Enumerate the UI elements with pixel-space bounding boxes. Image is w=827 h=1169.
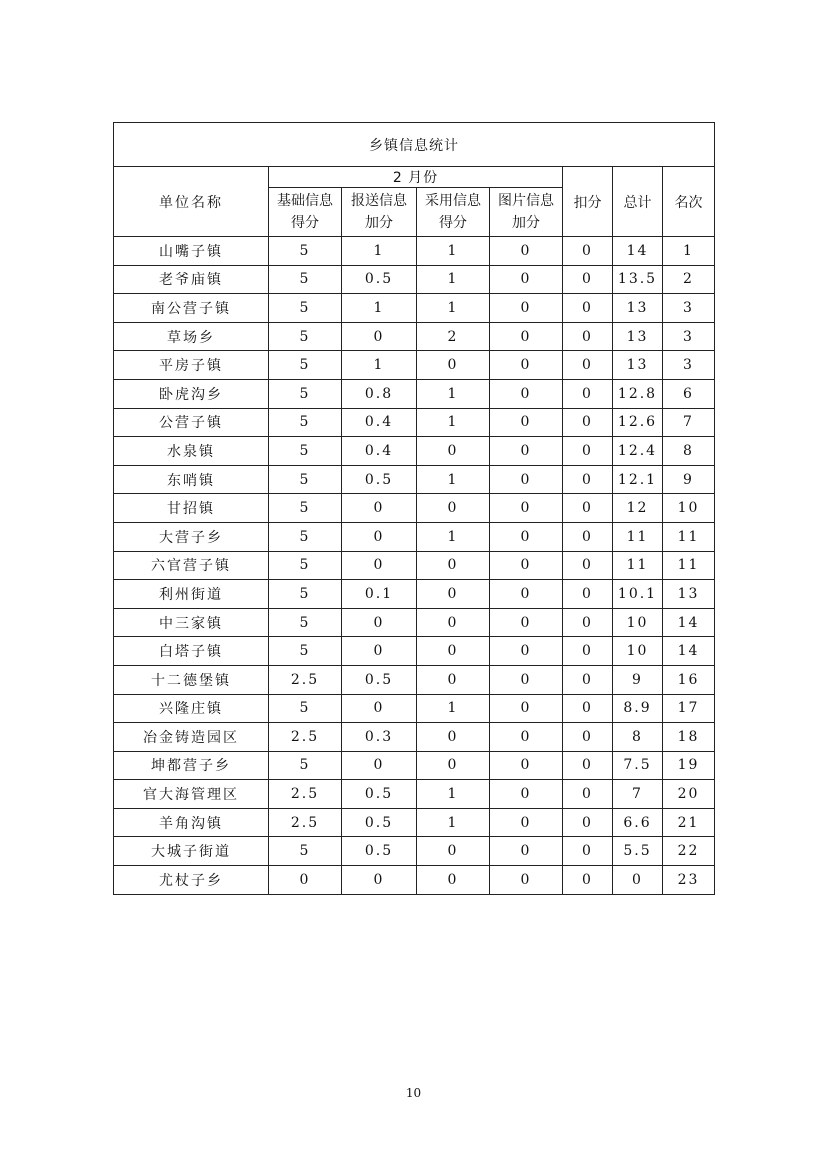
total-cell: 12.8 [613, 379, 663, 408]
adopt-info-cell: 1 [417, 522, 490, 551]
report-info-cell: 1 [342, 237, 417, 266]
rank-cell: 16 [663, 665, 715, 694]
deduct-cell: 0 [563, 780, 613, 809]
rank-cell: 3 [663, 351, 715, 380]
rank-cell: 3 [663, 294, 715, 323]
adopt-info-cell: 1 [417, 265, 490, 294]
deduct-cell: 0 [563, 408, 613, 437]
report-info-cell: 0.5 [342, 265, 417, 294]
table-row [114, 608, 715, 637]
image-info-cell: 0 [490, 808, 563, 837]
base-info-cell: 5 [269, 551, 342, 580]
image-info-cell: 0 [490, 580, 563, 609]
report-info-cell: 0.4 [342, 408, 417, 437]
adopt-info-cell: 1 [417, 808, 490, 837]
adopt-info-cell: 0 [417, 351, 490, 380]
unit-name-cell: 白塔子镇 [114, 637, 269, 666]
table-row [114, 237, 715, 266]
deduct-cell: 0 [563, 751, 613, 780]
base-info-cell: 5 [269, 465, 342, 494]
unit-name-cell: 水泉镇 [114, 437, 269, 466]
report-info-cell: 0.5 [342, 780, 417, 809]
unit-name-cell: 平房子镇 [114, 351, 269, 380]
image-info-cell: 0 [490, 723, 563, 752]
unit-name-cell: 冶金铸造园区 [114, 723, 269, 752]
unit-name-cell: 利州街道 [114, 580, 269, 609]
image-info-cell: 0 [490, 522, 563, 551]
image-info-cell: 0 [490, 351, 563, 380]
unit-name-cell: 羊角沟镇 [114, 808, 269, 837]
unit-name-cell: 兴隆庄镇 [114, 694, 269, 723]
deduct-header: 扣分 [563, 167, 613, 237]
rank-cell: 21 [663, 808, 715, 837]
image-info-cell: 0 [490, 608, 563, 637]
total-cell: 8.9 [613, 694, 663, 723]
total-cell: 7 [613, 780, 663, 809]
report-info-cell: 1 [342, 294, 417, 323]
base-info-cell: 2.5 [269, 780, 342, 809]
report-info-cell: 0 [342, 866, 417, 895]
total-cell: 12.6 [613, 408, 663, 437]
deduct-cell: 0 [563, 265, 613, 294]
image-info-cell: 0 [490, 551, 563, 580]
base-info-cell: 5 [269, 694, 342, 723]
adopt-info-cell: 0 [417, 437, 490, 466]
adopt-info-cell: 1 [417, 465, 490, 494]
deduct-cell: 0 [563, 522, 613, 551]
base-info-cell: 5 [269, 494, 342, 523]
deduct-cell: 0 [563, 322, 613, 351]
adopt-info-header-line2: 得分 [439, 215, 467, 231]
report-info-cell: 0.8 [342, 379, 417, 408]
table-row [114, 522, 715, 551]
rank-cell: 11 [663, 522, 715, 551]
base-info-cell: 5 [269, 751, 342, 780]
image-info-cell: 0 [490, 665, 563, 694]
image-info-cell: 0 [490, 437, 563, 466]
total-cell: 13.5 [613, 265, 663, 294]
table-row [114, 379, 715, 408]
total-cell: 8 [613, 723, 663, 752]
adopt-info-cell: 0 [417, 837, 490, 866]
adopt-info-cell: 0 [417, 637, 490, 666]
table-row [114, 551, 715, 580]
total-cell: 13 [613, 351, 663, 380]
rank-cell: 7 [663, 408, 715, 437]
image-info-header-line2: 加分 [512, 215, 540, 231]
table-row [114, 723, 715, 752]
deduct-cell: 0 [563, 808, 613, 837]
rank-cell: 9 [663, 465, 715, 494]
adopt-info-cell: 2 [417, 322, 490, 351]
deduct-cell: 0 [563, 237, 613, 266]
adopt-info-header-line1: 采用信息 [425, 193, 481, 209]
base-info-cell: 5 [269, 237, 342, 266]
base-info-cell: 2.5 [269, 808, 342, 837]
report-info-cell: 0.4 [342, 437, 417, 466]
adopt-info-cell: 0 [417, 723, 490, 752]
table-row [114, 637, 715, 666]
report-info-cell: 0.5 [342, 465, 417, 494]
deduct-cell: 0 [563, 351, 613, 380]
table-row [114, 322, 715, 351]
image-info-header-line1: 图片信息 [498, 193, 554, 209]
table-row [114, 694, 715, 723]
adopt-info-cell: 0 [417, 494, 490, 523]
table-row [114, 465, 715, 494]
unit-name-cell: 中三家镇 [114, 608, 269, 637]
adopt-info-cell: 0 [417, 751, 490, 780]
unit-name-cell: 十二德堡镇 [114, 665, 269, 694]
base-info-cell: 5 [269, 580, 342, 609]
report-info-cell: 0 [342, 751, 417, 780]
base-info-cell: 5 [269, 408, 342, 437]
rank-cell: 2 [663, 265, 715, 294]
rank-cell: 22 [663, 837, 715, 866]
deduct-cell: 0 [563, 694, 613, 723]
base-info-header-line2: 得分 [291, 215, 319, 231]
deduct-cell: 0 [563, 608, 613, 637]
image-info-cell: 0 [490, 866, 563, 895]
image-info-cell: 0 [490, 408, 563, 437]
table-row [114, 808, 715, 837]
report-info-header-line1: 报送信息 [351, 193, 407, 209]
unit-name-cell: 草场乡 [114, 322, 269, 351]
rank-cell: 18 [663, 723, 715, 752]
unit-name-cell: 卧虎沟乡 [114, 379, 269, 408]
page-number: 10 [405, 1086, 422, 1100]
table-row [114, 751, 715, 780]
table-row [114, 837, 715, 866]
adopt-info-header [417, 188, 490, 237]
rank-cell: 13 [663, 580, 715, 609]
unit-name-cell: 官大海管理区 [114, 780, 269, 809]
rank-cell: 19 [663, 751, 715, 780]
image-info-header [490, 188, 563, 237]
rank-cell: 14 [663, 608, 715, 637]
adopt-info-cell: 0 [417, 608, 490, 637]
adopt-info-cell: 1 [417, 237, 490, 266]
total-cell: 0 [613, 866, 663, 895]
adopt-info-cell: 0 [417, 580, 490, 609]
deduct-cell: 0 [563, 637, 613, 666]
table-row [114, 351, 715, 380]
total-cell: 13 [613, 294, 663, 323]
statistics-table [113, 122, 715, 895]
deduct-cell: 0 [563, 379, 613, 408]
report-info-cell: 0 [342, 551, 417, 580]
base-info-cell: 5 [269, 637, 342, 666]
deduct-cell: 0 [563, 494, 613, 523]
rank-cell: 11 [663, 551, 715, 580]
base-info-cell: 2.5 [269, 723, 342, 752]
image-info-cell: 0 [490, 494, 563, 523]
base-info-cell: 5 [269, 608, 342, 637]
base-info-cell: 0 [269, 866, 342, 895]
total-cell: 14 [613, 237, 663, 266]
total-cell: 12 [613, 494, 663, 523]
report-info-cell: 0 [342, 637, 417, 666]
unit-name-cell: 公营子镇 [114, 408, 269, 437]
unit-name-cell: 东哨镇 [114, 465, 269, 494]
total-cell: 11 [613, 522, 663, 551]
report-info-cell: 1 [342, 351, 417, 380]
table-row [114, 437, 715, 466]
deduct-cell: 0 [563, 465, 613, 494]
deduct-cell: 0 [563, 866, 613, 895]
table-row [114, 665, 715, 694]
deduct-cell: 0 [563, 294, 613, 323]
total-cell: 11 [613, 551, 663, 580]
report-info-cell: 0 [342, 694, 417, 723]
rank-cell: 14 [663, 637, 715, 666]
table-row [114, 866, 715, 895]
image-info-cell: 0 [490, 694, 563, 723]
base-info-cell: 5 [269, 837, 342, 866]
rank-cell: 1 [663, 237, 715, 266]
total-cell: 10 [613, 637, 663, 666]
adopt-info-cell: 1 [417, 694, 490, 723]
table-row [114, 780, 715, 809]
table-row [114, 265, 715, 294]
table-row [114, 580, 715, 609]
report-info-cell: 0 [342, 322, 417, 351]
image-info-cell: 0 [490, 294, 563, 323]
adopt-info-cell: 1 [417, 780, 490, 809]
report-info-cell: 0.1 [342, 580, 417, 609]
rank-cell: 10 [663, 494, 715, 523]
unit-name-cell: 大城子街道 [114, 837, 269, 866]
base-info-cell: 5 [269, 522, 342, 551]
total-cell: 6.6 [613, 808, 663, 837]
deduct-cell: 0 [563, 551, 613, 580]
rank-cell: 20 [663, 780, 715, 809]
report-info-header-line2: 加分 [365, 215, 393, 231]
total-header: 总计 [613, 167, 663, 237]
base-info-cell: 5 [269, 379, 342, 408]
deduct-cell: 0 [563, 665, 613, 694]
report-info-cell: 0.5 [342, 837, 417, 866]
unit-name-cell: 坤都营子乡 [114, 751, 269, 780]
report-info-header [342, 188, 417, 237]
unit-name-cell: 老爷庙镇 [114, 265, 269, 294]
table-row [114, 294, 715, 323]
base-info-cell: 5 [269, 351, 342, 380]
unit-name-header: 单位名称 [114, 167, 269, 237]
deduct-cell: 0 [563, 580, 613, 609]
rank-cell: 23 [663, 866, 715, 895]
report-info-cell: 0 [342, 494, 417, 523]
image-info-cell: 0 [490, 379, 563, 408]
rank-cell: 3 [663, 322, 715, 351]
image-info-cell: 0 [490, 837, 563, 866]
base-info-header-line1: 基础信息 [277, 193, 333, 209]
adopt-info-cell: 1 [417, 294, 490, 323]
image-info-cell: 0 [490, 637, 563, 666]
total-cell: 12.1 [613, 465, 663, 494]
table-row [114, 408, 715, 437]
total-cell: 9 [613, 665, 663, 694]
unit-name-cell: 尤杖子乡 [114, 866, 269, 895]
rank-cell: 6 [663, 379, 715, 408]
unit-name-cell: 南公营子镇 [114, 294, 269, 323]
unit-name-cell: 甘招镇 [114, 494, 269, 523]
table-row [114, 494, 715, 523]
total-cell: 12.4 [613, 437, 663, 466]
rank-cell: 17 [663, 694, 715, 723]
base-info-cell: 5 [269, 437, 342, 466]
base-info-cell: 5 [269, 294, 342, 323]
base-info-cell: 5 [269, 322, 342, 351]
image-info-cell: 0 [490, 237, 563, 266]
report-info-cell: 0.5 [342, 808, 417, 837]
adopt-info-cell: 1 [417, 379, 490, 408]
base-info-cell: 2.5 [269, 665, 342, 694]
image-info-cell: 0 [490, 751, 563, 780]
image-info-cell: 0 [490, 265, 563, 294]
report-info-cell: 0.5 [342, 665, 417, 694]
adopt-info-cell: 0 [417, 551, 490, 580]
total-cell: 5.5 [613, 837, 663, 866]
total-cell: 13 [613, 322, 663, 351]
image-info-cell: 0 [490, 780, 563, 809]
adopt-info-cell: 0 [417, 866, 490, 895]
month-header: 2 月份 [269, 167, 563, 188]
unit-name-cell: 山嘴子镇 [114, 237, 269, 266]
total-cell: 7.5 [613, 751, 663, 780]
table-title: 乡镇信息统计 [114, 123, 715, 167]
unit-name-cell: 大营子乡 [114, 522, 269, 551]
deduct-cell: 0 [563, 437, 613, 466]
unit-name-cell: 六官营子镇 [114, 551, 269, 580]
adopt-info-cell: 0 [417, 665, 490, 694]
base-info-cell: 5 [269, 265, 342, 294]
deduct-cell: 0 [563, 723, 613, 752]
total-cell: 10.1 [613, 580, 663, 609]
report-info-cell: 0 [342, 608, 417, 637]
rank-cell: 8 [663, 437, 715, 466]
deduct-cell: 0 [563, 837, 613, 866]
image-info-cell: 0 [490, 322, 563, 351]
report-info-cell: 0 [342, 522, 417, 551]
report-info-cell: 0.3 [342, 723, 417, 752]
base-info-header [269, 188, 342, 237]
image-info-cell: 0 [490, 465, 563, 494]
rank-header: 名次 [663, 167, 715, 237]
total-cell: 10 [613, 608, 663, 637]
adopt-info-cell: 1 [417, 408, 490, 437]
